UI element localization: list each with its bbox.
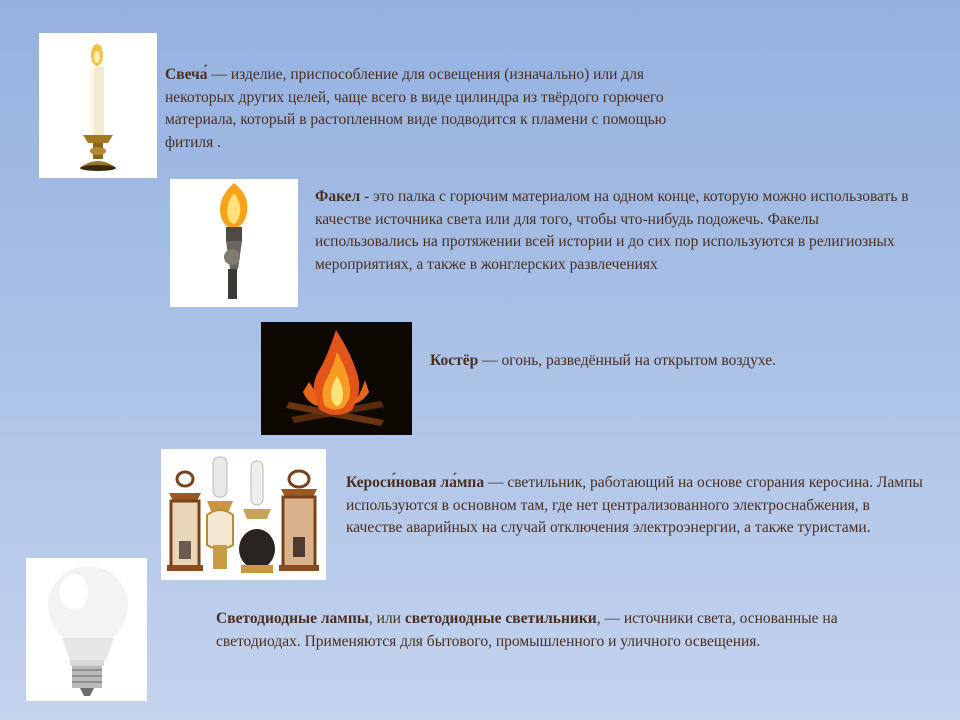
kerosene-description (346, 472, 926, 540)
led-text: , — источники света, основанные на светодиодах. Применяются для бытового, промышленного и уличного освещения. (216, 610, 838, 650)
torch-text: - это палка с горючим материалом на одном конце, которую можно использовать в качестве источника света или для того, чтобы что-нибудь подожечь. Факелы использовались на протяжении всей истории и до сих пор используются в религиозных мероприятиях, а также в жонглерских развлечениях (315, 188, 909, 273)
led-title: Светодиодные лампы (216, 610, 369, 627)
bonfire-text: — огонь, разведённый на открытом воздухе. (478, 352, 776, 369)
led-bulb-image (26, 558, 147, 701)
kerosene-text: — светильник, работающий на основе сгорания керосина. Лампы используются в основном там, где нет централизованного электроснабжения, в качестве аварийных на случай отключения электроэнергии, а также туристами. (346, 474, 923, 536)
kerosene-lamps-image (161, 449, 326, 580)
torch-description (315, 186, 915, 276)
torch-title: Факел (315, 188, 361, 205)
bonfire-title: Костёр (430, 352, 479, 369)
bonfire-image (261, 322, 412, 435)
led-title-2: светодиодные светильники (404, 610, 597, 627)
candle-title: Свеча́ (165, 66, 208, 83)
torch-image (170, 179, 298, 307)
kerosene-title: Кероси́новая ла́мпа (346, 474, 485, 491)
candle-image (39, 33, 157, 178)
candle-text: — изделие, приспособление для освещения (изначально) или для некоторых других целей, чаще всего в виде цилиндра из твёрдого горючего материала, который в растопленном виде подводится к пламени с помощью фитиля . (165, 66, 667, 151)
led-description (216, 608, 866, 653)
led-middle-text: , или (368, 610, 405, 627)
candle-description (165, 64, 695, 154)
bonfire-description (430, 350, 930, 373)
